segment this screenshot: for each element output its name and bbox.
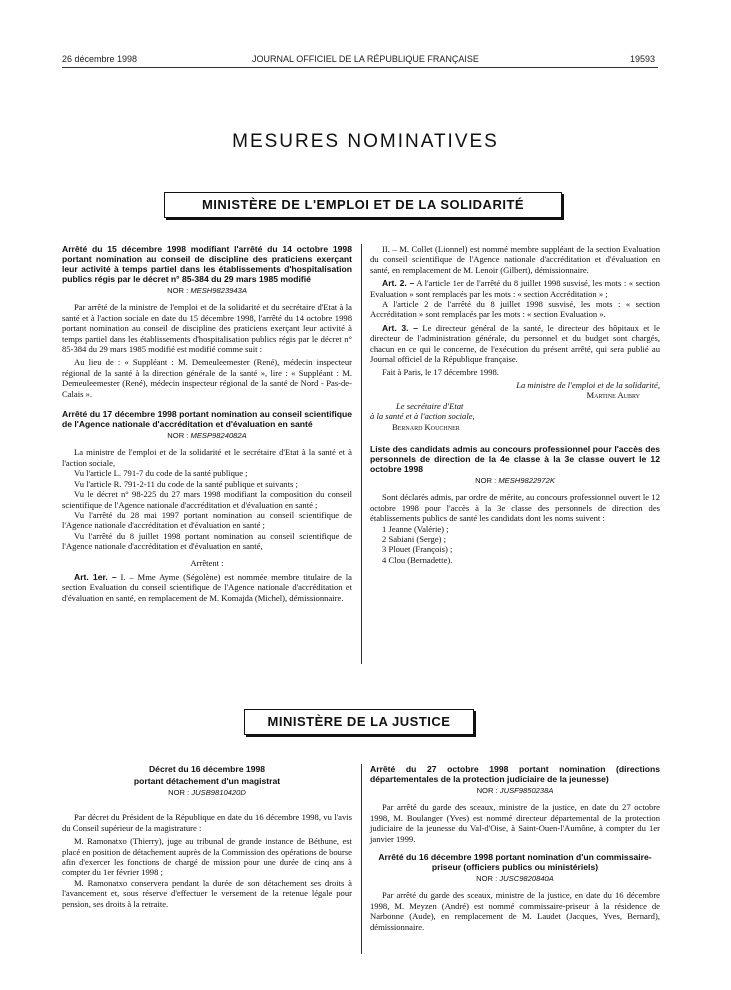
list-item: 2 Sabiani (Serge) ;: [382, 533, 447, 544]
decret-body-2: M. Ramonatxo (Thierry), juge au tribunal de grande instance de Béthune, est placé en position de détachement auprès de la Commission des opérations de bourse afin d'exercer les fonctions de chargé de mission pour une durée de cinq ans à compter du 1er février 1998 ;: [62, 836, 352, 878]
arrete-1-nor: NOR : MESH9823943A: [167, 286, 247, 295]
arrete-2-vu-1: Vu l'article L. 791-7 du code de la santé publique ;: [74, 468, 248, 479]
list-item: 3 Plouet (François) ;: [382, 544, 453, 555]
ministry-emploi-heading: MINISTÈRE DE L'EMPLOI ET DE LA SOLIDARITÉ: [164, 192, 562, 218]
liste-title: Liste des candidats admis au concours professionnel pour l'accès des personnels de direction de la 4e classe à la 3e classe ouvert le 12 octobre 1998: [370, 443, 660, 474]
page-date: 26 décembre 1998: [62, 54, 138, 64]
arrete-2-article-3: Art. 3. – Le directeur général de la santé, le directeur des hôpitaux et le directeur de l'administration générale, du personnel et du budget sont chargés, chacun en ce qui le concerne, de l'exécution du présent arrêté, qui sera publié au Journal officiel de la République française.: [370, 322, 660, 365]
arrete-2-vu-3: Vu le décret n° 98-225 du 27 mars 1998 modifiant la composition du conseil scientifique de l'Agence nationale d'accréditation et d'évaluation en santé ;: [62, 489, 352, 510]
arrete-2-fait: Fait à Paris, le 17 décembre 1998.: [382, 367, 499, 378]
arrete-2-article-1: Art. 1er. – I. – Mme Ayme (Ségolène) est nommée membre titulaire de la section Evaluation du conseil scientifique de l'Agence nationale d'accréditation et d'évaluation en santé, en remplacement de M. Komajda (Michel), démissionnaire.: [62, 571, 352, 603]
decret-nor: NOR : JUSB9810420D: [168, 788, 246, 797]
right-column-top: [370, 244, 660, 565]
signatory-2-role-2: à la santé et à l'action sociale,: [370, 411, 475, 422]
arrete-2-vu-2: Vu l'article R. 791-2-11 du code de la santé publique et suivants ;: [74, 478, 298, 489]
decret-body-3: M. Ramonatxo conservera pendant la durée de son détachement ses droits à l'avancement et, sous réserve d'effectuer le versement de la retenue légale pour pension, ses droits à la retraite.: [62, 877, 352, 909]
left-column-top: [62, 244, 352, 603]
decret-title-2: portant détachement d'un magistrat: [133, 776, 281, 786]
left-column-bottom: [62, 764, 352, 909]
arrete-6-body: Par arrêté du garde des sceaux, ministre de la justice, en date du 16 décembre 1998, M. Meyzen (André) est nommé commissaire-priseur à la résidence de Narbonne (Aude), en remplacement de M. Laudet (Jacques, Yves, Bernard), démissionnaire.: [370, 890, 660, 932]
arrete-5-title: Arrêté du 27 octobre 1998 portant nomination (directions départementales de la protection judiciaire de la jeunesse): [370, 764, 660, 784]
page-number: 19593: [629, 54, 655, 64]
arrete-2-article-1-ii: II. – M. Collet (Lionnel) est nommé membre suppléant de la section Evaluation du conseil scientifique de l'Agence nationale d'accréditation et d'évaluation en santé, en remplacement de M. Lenoir (Gilbert), démissionnaire.: [370, 244, 660, 275]
liste-body: Sont déclarés admis, par ordre de mérite, au concours professionnel ouvert le 12 octobre 1998 pour l'accès à la 3e classe des personnels de direction des établissements publics de santé les candidats dont les noms suivent :: [370, 492, 660, 524]
arrete-2-nor: NOR : MESP9824082A: [167, 431, 247, 441]
arrete-5-body: Par arrêté du garde des sceaux, ministre de la justice, en date du 27 octobre 1998, M. Boulanger (Yves) est nommé directeur départemental de la protection judiciaire de la jeunesse du Val-d'Oise, à Saint-Ouen-l'Aumône, à compter du 1er janvier 1999.: [370, 802, 660, 844]
list-item: 4 Clou (Bernadette).: [382, 554, 453, 565]
ministry-justice-heading: MINISTÈRE DE LA JUSTICE: [244, 709, 474, 735]
journal-title: JOURNAL OFFICIEL DE LA RÉPUBLIQUE FRANÇAISE: [252, 54, 479, 64]
arrete-6-title: Arrêté du 16 décembre 1998 portant nomination d'un commissaire-priseur (officiers publics ou ministériels): [378, 852, 652, 873]
section-title: MESURES NOMINATIVES: [232, 131, 499, 152]
signatory-1-role: La ministre de l'emploi et de la solidarité,: [516, 379, 660, 390]
signatory-1-name: Martine Aubry: [586, 390, 640, 401]
arrete-2-vu-4: Vu l'arrêté du 28 mai 1997 portant nomination au conseil scientifique de l'Agence nationale d'accréditation et d'évaluation en santé ;: [62, 509, 352, 531]
signatory-2-name: Bernard Kouchner: [392, 421, 460, 432]
candidate-list: [370, 524, 660, 566]
decret-title-1: Décret du 16 décembre 1998: [148, 764, 266, 774]
arrete-1-body: Par arrêté de la ministre de l'emploi et de la solidarité et du secrétaire d'Etat à la santé et à l'action sociale en date du 15 décembre 1998, l'arrêté du 14 octobre 1998 portant nomination au conseil de discipline des praticiens exerçant leur activité à temps partiel dans les établissements d'hospitalisation publics régis par le décret n° 85-384 du 29 mars 1985 modifié est modifié comme suit :: [62, 302, 352, 355]
signatory-2-role-1: Le secrétaire d'Etat: [396, 400, 464, 411]
arrete-2-vu-5: Vu l'arrêté du 8 juillet 1998 portant nomination au conseil scientifique de l'Agence nationale d'accréditation et d'évaluation en santé,: [62, 530, 352, 552]
column-divider: [361, 244, 362, 664]
arrete-2-title: Arrêté du 17 décembre 1998 portant nomination au conseil scientifique de l'Agence nationale d'accréditation et d'évaluation en santé: [62, 409, 352, 430]
arrete-2-arretent: Arrêtent :: [190, 557, 224, 568]
arrete-2-preamble: La ministre de l'emploi et de la solidarité et le secrétaire d'Etat à la santé et à l'action sociale,: [62, 447, 352, 468]
arrete-1-title: Arrêté du 15 décembre 1998 modifiant l'arrêté du 14 octobre 1998 portant nomination au conseil de discipline des praticiens exerçant leur activité à temps partiel dans les établissements d'hospitalisation publics régis par le décret n° 85-384 du 29 mars 1985 modifié: [62, 244, 352, 284]
header-divider: [62, 67, 658, 68]
arrete-6-nor: NOR : JUSC9820840A: [476, 874, 554, 884]
arrete-2-article-2: Art. 2. – A l'article 1er de l'arrêté du 8 juillet 1998 susvisé, les mots : « section Evaluation » sont remplacés par les mots : « section Accréditation » ;: [370, 278, 660, 299]
decret-body-1: Par décret du Président de la République en date du 16 décembre 1998, vu l'avis du Conseil supérieur de la magistrature :: [62, 812, 352, 833]
column-divider: [361, 764, 362, 954]
arrete-5-nor: NOR : JUSF9850238A: [476, 786, 554, 795]
right-column-bottom: [370, 764, 660, 932]
arrete-2-article-2-b: A l'article 2 de l'arrêté du 8 juillet 1998 susvisé, les mots : « section Accréditation » sont remplacés par les mots : « section Evaluation ».: [370, 299, 660, 320]
liste-nor: NOR : MESH9822972K: [475, 475, 555, 485]
list-item: 1 Jeanne (Valérie) ;: [382, 523, 449, 534]
arrete-1-correction: Au lieu de : « Suppléant : M. Demeuleemester (René), médecin inspecteur régional de la santé à la direction générale de la santé », lire : « Suppléant : M. Demeuleemester (René), médecin inspecteur régional de la santé de Nord - Pas-de-Calais ».: [62, 357, 352, 399]
